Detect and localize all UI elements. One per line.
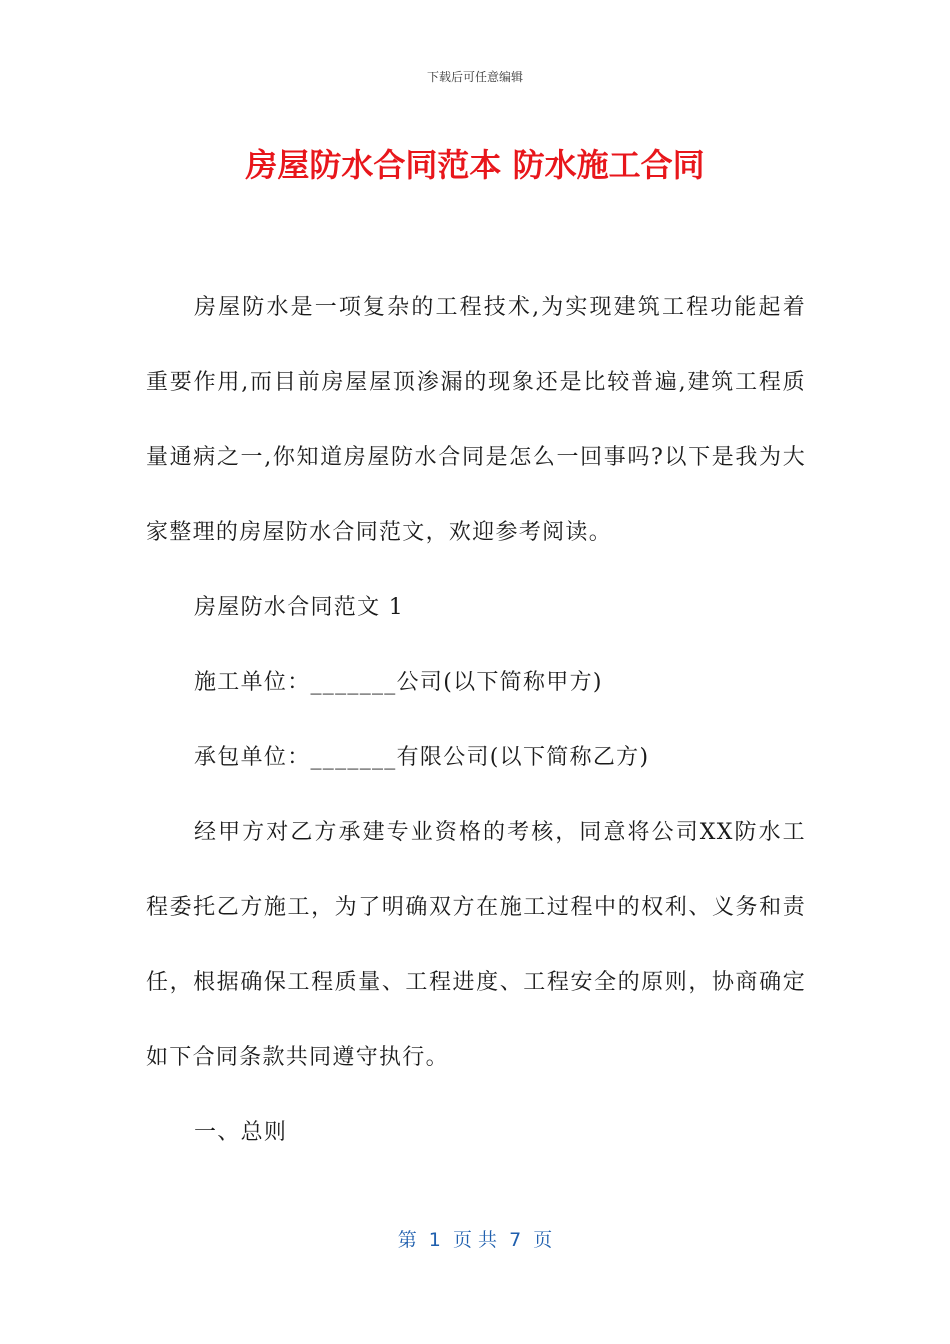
header-note: 下载后可任意编辑: [426, 70, 523, 84]
section-heading-general: 一、总则: [194, 1120, 288, 1145]
party-a-line: 施工单位：_______公司(以下简称甲方): [194, 670, 603, 695]
section-heading-sample-1: 房屋防水合同范文 1: [194, 595, 404, 620]
intro-paragraph: 房屋防水是一项复杂的工程技术,为实现建筑工程功能起着重要作用,而目前房屋屋顶渗漏的现象还是比较普遍,建筑工程质量通病之一,你知道房屋防水合同是怎么一回事吗?以下是我为大家整理的房屋防水合同范文，欢迎参考阅读。: [146, 295, 806, 545]
document-body: [146, 270, 806, 1170]
contract-purpose-paragraph: 经甲方对乙方承建专业资格的考核，同意将公司XX防水工程委托乙方施工，为了明确双方在施工过程中的权利、义务和责任，根据确保工程质量、工程进度、工程安全的原则，协商确定如下合同条款共同遵守执行。: [146, 820, 806, 1070]
page-footer: 第 1 页 共 7 页: [397, 1229, 553, 1251]
party-b-line: 承包单位：_______有限公司(以下简称乙方): [194, 745, 650, 770]
document-title: 房屋防水合同范本 防水施工合同: [245, 146, 705, 184]
